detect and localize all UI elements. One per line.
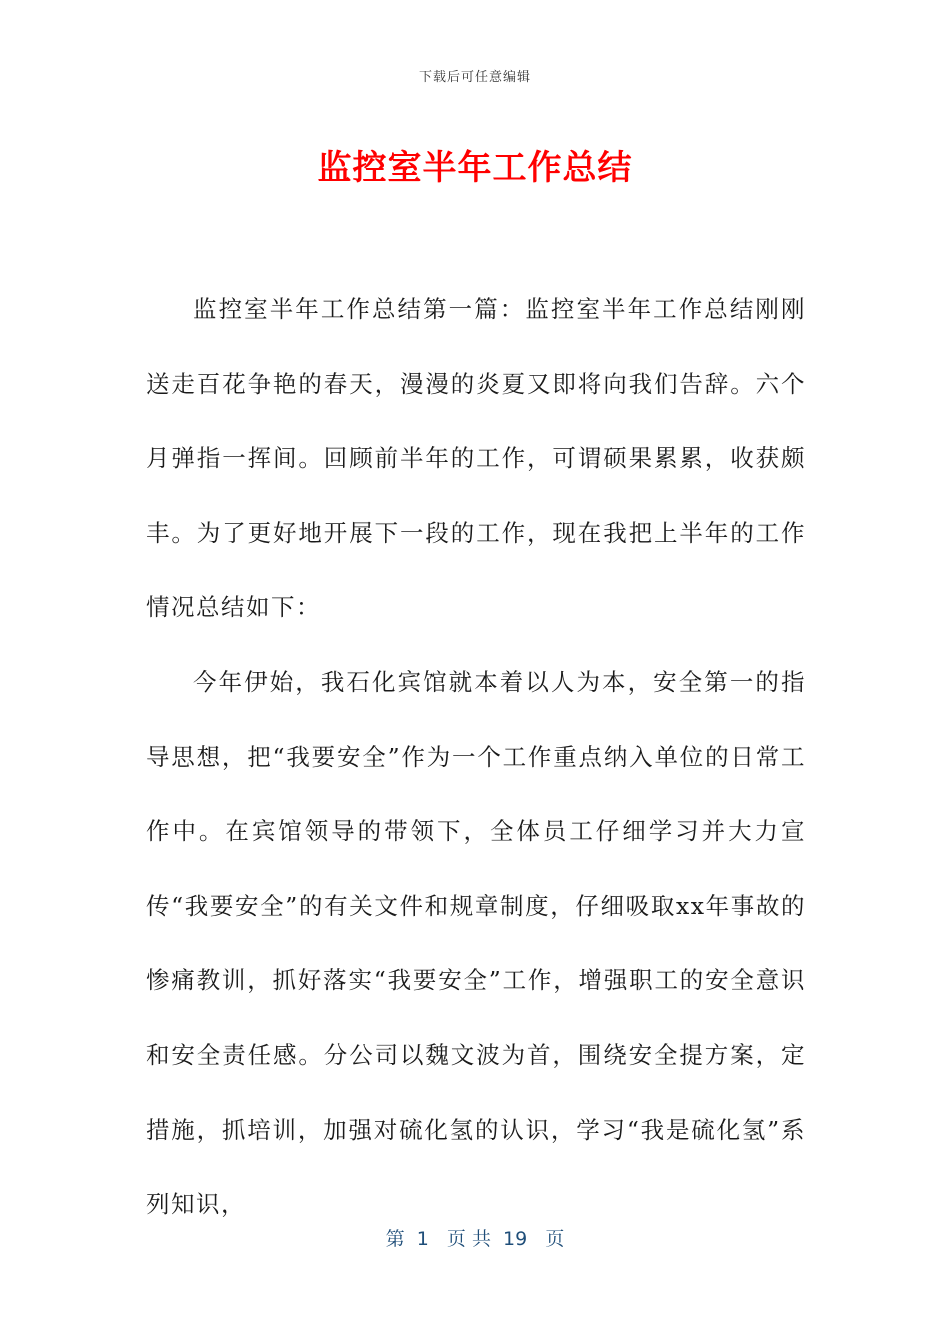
body-paragraph: 监控室半年工作总结第一篇：监控室半年工作总结刚刚送走百花争艳的春天，漫漫的炎夏又即将向我们告辞。六个月弹指一挥间。回顾前半年的工作，可谓硕果累累，收获颇丰。为了更好地开展下一段的工作，现在我把上半年的工作情况总结如下： bbox=[146, 295, 806, 622]
page-footer: 第 1 页 共 19 页 bbox=[385, 1228, 565, 1250]
page-header: 下载后可任意编辑 bbox=[418, 70, 531, 85]
document-title: 监控室半年工作总结 bbox=[317, 148, 633, 188]
document-body bbox=[146, 272, 806, 1242]
body-paragraph: 今年伊始，我石化宾馆就本着以人为本，安全第一的指导思想，把“我要安全”作为一个工作重点纳入单位的日常工作中。在宾馆领导的带领下，全体员工仔细学习并大力宣传“我要安全”的有关文件和规章制度，仔细吸取xx年事故的惨痛教训，抓好落实“我要安全”工作，增强职工的安全意识和安全责任感。分公司以魏文波为首，围绕安全提方案，定措施，抓培训，加强对硫化氢的认识，学习“我是硫化氢”系列知识， bbox=[146, 667, 806, 1219]
